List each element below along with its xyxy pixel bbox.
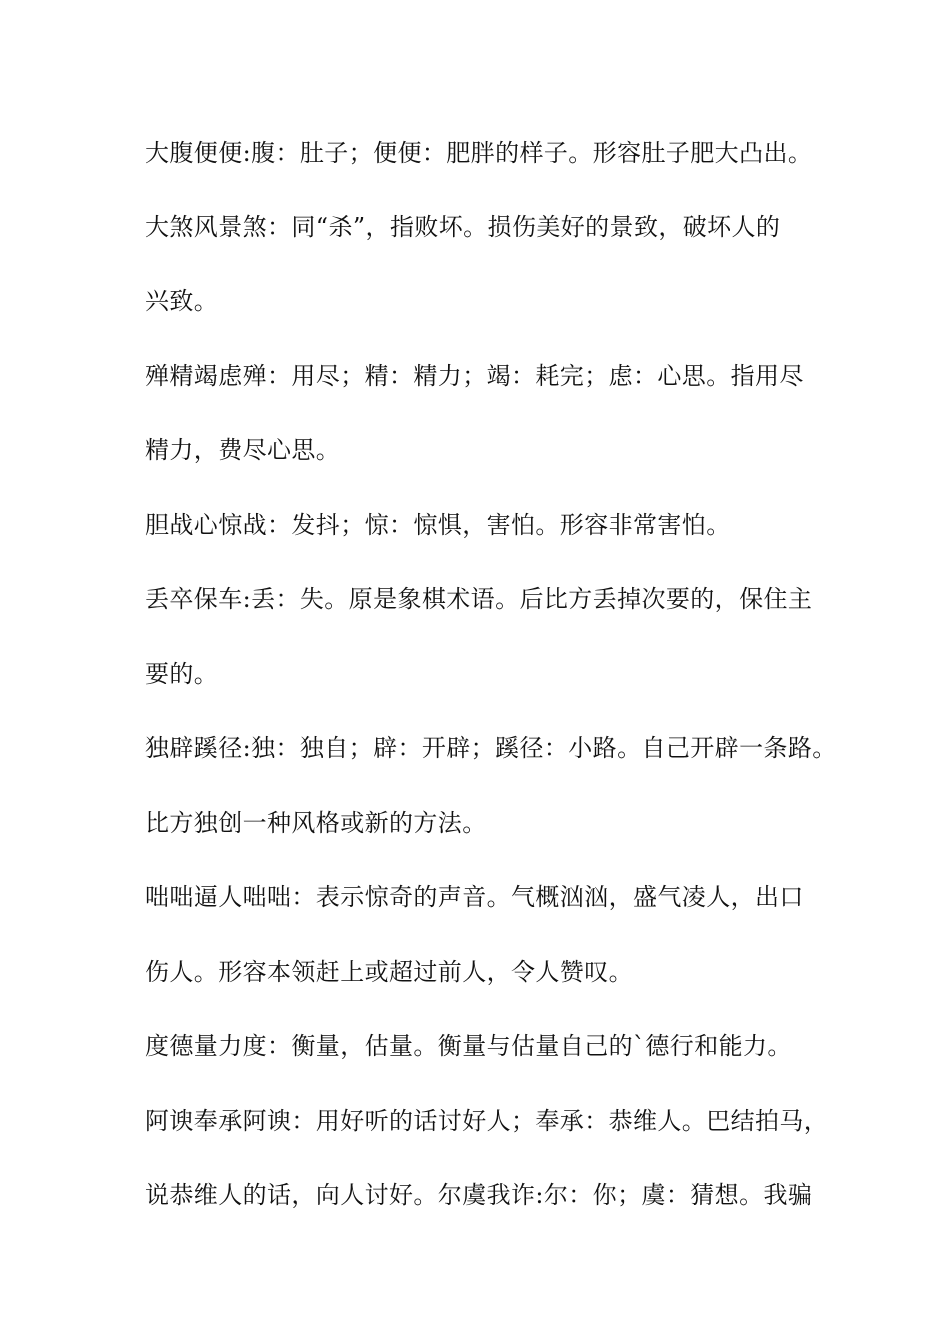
text-line: 精力，费尽心思。 <box>145 436 341 464</box>
text-line: 咄咄逼人咄咄：表示惊奇的声音。气概汹汹，盛气凌人，出口 <box>145 883 804 911</box>
text-line: 说恭维人的话，向人讨好。尔虞我诈:尔：你；虞：猜想。我骗 <box>145 1181 813 1209</box>
text-line: 比方独创一种风格或新的方法。 <box>145 809 487 837</box>
text-line: 独辟蹊径:独：独自；辟：开辟；蹊径：小路。自己开辟一条路。 <box>145 734 837 762</box>
text-line: 度德量力度：衡量，估量。衡量与估量自己的`德行和能力。 <box>145 1032 792 1060</box>
text-line: 胆战心惊战：发抖；惊：惊惧，害怕。形容非常害怕。 <box>145 511 731 539</box>
text-line: 殚精竭虑殚：用尽；精：精力；竭：耗完；虑：心思。指用尽 <box>145 362 804 390</box>
text-line: 伤人。形容本领赶上或超过前人，令人赞叹。 <box>145 958 633 986</box>
text-line: 要的。 <box>145 660 219 688</box>
text-line: 大腹便便:腹：肚子；便便：肥胖的样子。形容肚子肥大凸出。 <box>145 139 813 167</box>
text-line: 阿谀奉承阿谀：用好听的话讨好人；奉承：恭维人。巴结拍马， <box>145 1107 829 1135</box>
text-line: 大煞风景煞：同“杀”，指败坏。损伤美好的景致，破坏人的 <box>145 213 781 241</box>
text-line: 丢卒保车:丢：失。原是象棋术语。后比方丢掉次要的，保住主 <box>145 585 813 613</box>
text-line: 兴致。 <box>145 287 219 315</box>
